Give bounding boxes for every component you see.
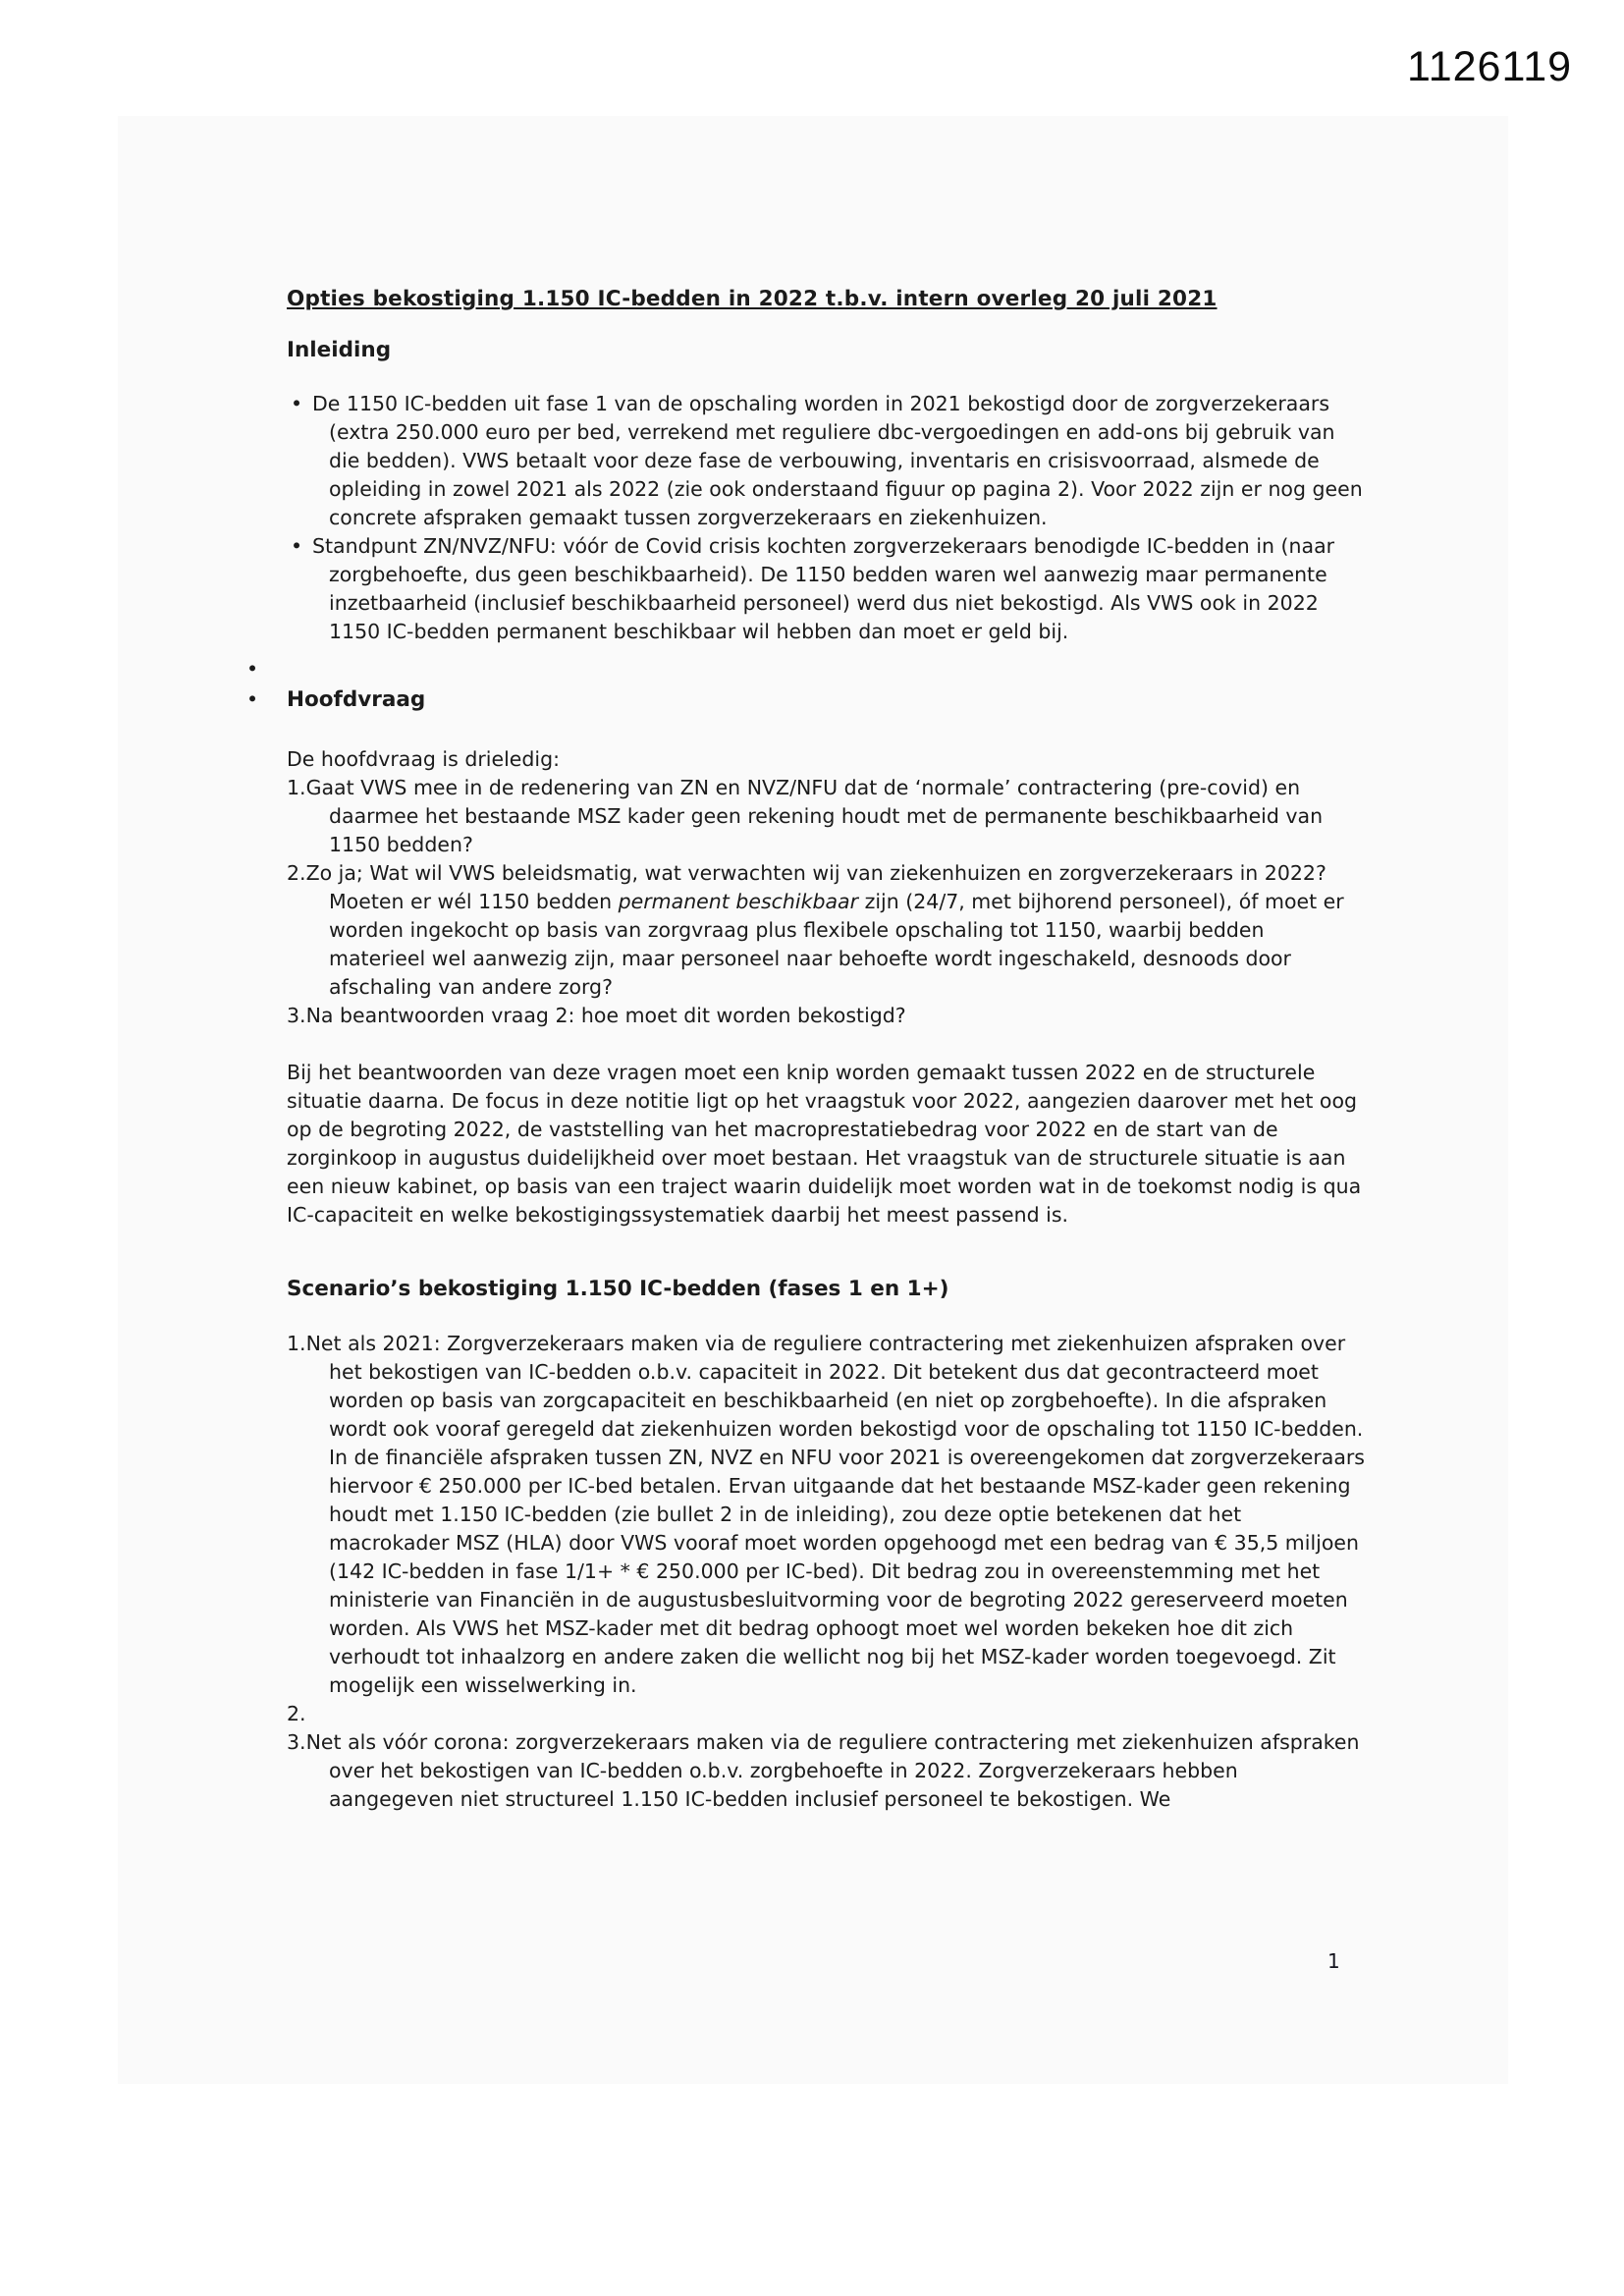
item-number: 2. [287, 861, 306, 885]
item-number: 3. [287, 1730, 306, 1754]
item-number: 2. [287, 1702, 306, 1725]
section-heading-hoofdvraag: Hoofdvraag [287, 687, 426, 712]
bullet-icon: • [246, 687, 259, 711]
hoofdvraag-bullet-row [246, 685, 1367, 714]
bullet-icon: • [291, 534, 303, 558]
list-item [287, 1330, 1367, 1700]
empty-bullet-row [246, 655, 1367, 683]
scenario-list [287, 1330, 1367, 1814]
item-text: Zo ja; Wat wil VWS beleidsmatig, wat verwachten wij van ziekenhuizen en zorgverzekeraars in 2022? Moeten er wél 1150 bedden [305, 861, 1326, 913]
bullet-icon: • [291, 392, 303, 415]
list-item [287, 1700, 1367, 1728]
page-title: Opties bekostiging 1.150 IC-bedden in 2022 t.b.v. intern overleg 20 juli 2021 [287, 287, 1218, 311]
list-item [287, 1728, 1367, 1814]
list-item [287, 859, 1367, 1002]
list-item [287, 774, 1367, 859]
item-text: zijn (24/7, met bijhorend personeel), óf moet er worden ingekocht op basis van zorgvraag plus flexibele opschaling tot 1150, waarbij bedden materieel wel aanwezig zijn, maar personeel naar behoefte wordt ingeschakeld, desnoods door afschaling van andere zorg? [329, 890, 1344, 999]
section-heading-scenarios: Scenario’s bekostiging 1.150 IC-bedden (fases 1 en 1+) [287, 1277, 949, 1301]
section-heading-inleiding: Inleiding [287, 338, 392, 362]
scanned-page [118, 116, 1508, 2084]
hoofdvraag-intro: De hoofdvraag is drieledig: [287, 747, 561, 771]
list-item-text: Standpunt ZN/NVZ/NFU: vóór de Covid crisis kochten zorgverzekeraars benodigde IC-bedden in (naar zorgbehoefte, dus geen beschikbaarheid). De 1150 bedden waren wel aanwezig maar permanente inzetbaarheid (inclusief beschikbaarheid personeel) werd dus niet bekostigd. Als VWS ook in 2022 1150 IC-bedden permanent beschikbaar wil hebben dan moet er geld bij. [312, 534, 1335, 643]
bullet-icon: • [246, 657, 259, 681]
item-text: Net als vóór corona: zorgverzekeraars maken via de reguliere contractering met ziekenhuizen afspraken over het bekostigen van IC-bedden o.b.v. zorgbehoefte in 2022. Zorgverzekeraars hebben aangegeven niet structureel 1.150 IC-bedden inclusief personeel te bekostigen. We [305, 1730, 1360, 1811]
list-item [287, 1002, 1367, 1030]
item-number: 3. [287, 1004, 306, 1027]
hoofdvraag-list [287, 774, 1367, 1030]
document-content [246, 285, 1367, 1814]
item-number: 1. [287, 1332, 306, 1355]
list-item-text: De 1150 IC-bedden uit fase 1 van de opschaling worden in 2021 bekostigd door de zorgverzekeraars (extra 250.000 euro per bed, verrekend met reguliere dbc-vergoedingen en add-ons bij gebruik van die bedden). VWS betaalt voor deze fase de verbouwing, inventaris en crisisvoorraad, alsmede de opleiding in zowel 2021 als 2022 (zie ook onderstaand figuur op pagina 2). Voor 2022 zijn er nog geen concrete afspraken gemaakt tussen zorgverzekeraars en ziekenhuizen. [312, 392, 1363, 529]
bridge-paragraph: Bij het beantwoorden van deze vragen moet een knip worden gemaakt tussen 2022 en de structurele situatie daarna. De focus in deze notitie ligt op het vraagstuk voor 2022, aangezien daarover met het oog op de begroting 2022, de vaststelling van het macroprestatiebedrag voor 2022 en de start van de zorginkoop in augustus duidelijkheid over moet bestaan. Het vraagstuk van de structurele situatie is aan een nieuw kabinet, op basis van een traject waarin duidelijk moet worden wat in de toekomst nodig is qua IC-capaciteit en welke bekostigingssystematiek daarbij het meest passend is. [287, 1061, 1362, 1227]
document-id-number: 1126119 [1407, 43, 1573, 90]
list-item [287, 390, 1367, 532]
item-text: Na beantwoorden vraag 2: hoe moet dit worden bekostigd? [305, 1004, 906, 1027]
page-number: 1 [1327, 1949, 1340, 1973]
item-number: 1. [287, 776, 306, 799]
item-text-italic: permanent beschikbaar [618, 890, 859, 913]
item-text: Gaat VWS mee in de redenering van ZN en NVZ/NFU dat de ‘normale’ contractering (pre-covid) en daarmee het bestaande MSZ kader geen rekening houdt met de permanente beschikbaarheid van 1150 bedden? [305, 776, 1324, 856]
item-text: Net als 2021: Zorgverzekeraars maken via de reguliere contractering met ziekenhuizen afspraken over het bekostigen van IC-bedden o.b.v. capaciteit in 2022. Dit betekent dus dat gecontracteerd moet worden op basis van zorgcapaciteit en beschikbaarheid (en niet op zorgbehoefte). In die afspraken wordt ook vooraf geregeld dat ziekenhuizen worden bekostigd voor de opschaling tot 1150 IC-bedden. In de financiële afspraken tussen ZN, NVZ en NFU voor 2021 is overeengekomen dat zorgverzekeraars hiervoor € 250.000 per IC-bed betalen. Ervan uitgaande dat het bestaande MSZ-kader geen rekening houdt met 1.150 IC-bedden (zie bullet 2 in de inleiding), zou deze optie betekenen dat het macrokader MSZ (HLA) door VWS vooraf moet worden opgehoogd met een bedrag van € 35,5 miljoen (142 IC-bedden in fase 1/1+ * € 250.000 per IC-bed). Dit bedrag zou in overeenstemming met het ministerie van Financiën in de augustusbesluitvorming voor de begroting 2022 gereserveerd moeten worden. Als VWS het MSZ-kader met dit bedrag ophoogt moet wel worden bekeken hoe dit zich verhoudt tot inhaalzorg en andere zaken die wellicht nog bij het MSZ-kader worden toegevoegd. Zit mogelijk een wisselwerking in. [305, 1332, 1365, 1697]
list-item [287, 532, 1367, 646]
inleiding-bullet-list [287, 390, 1367, 646]
